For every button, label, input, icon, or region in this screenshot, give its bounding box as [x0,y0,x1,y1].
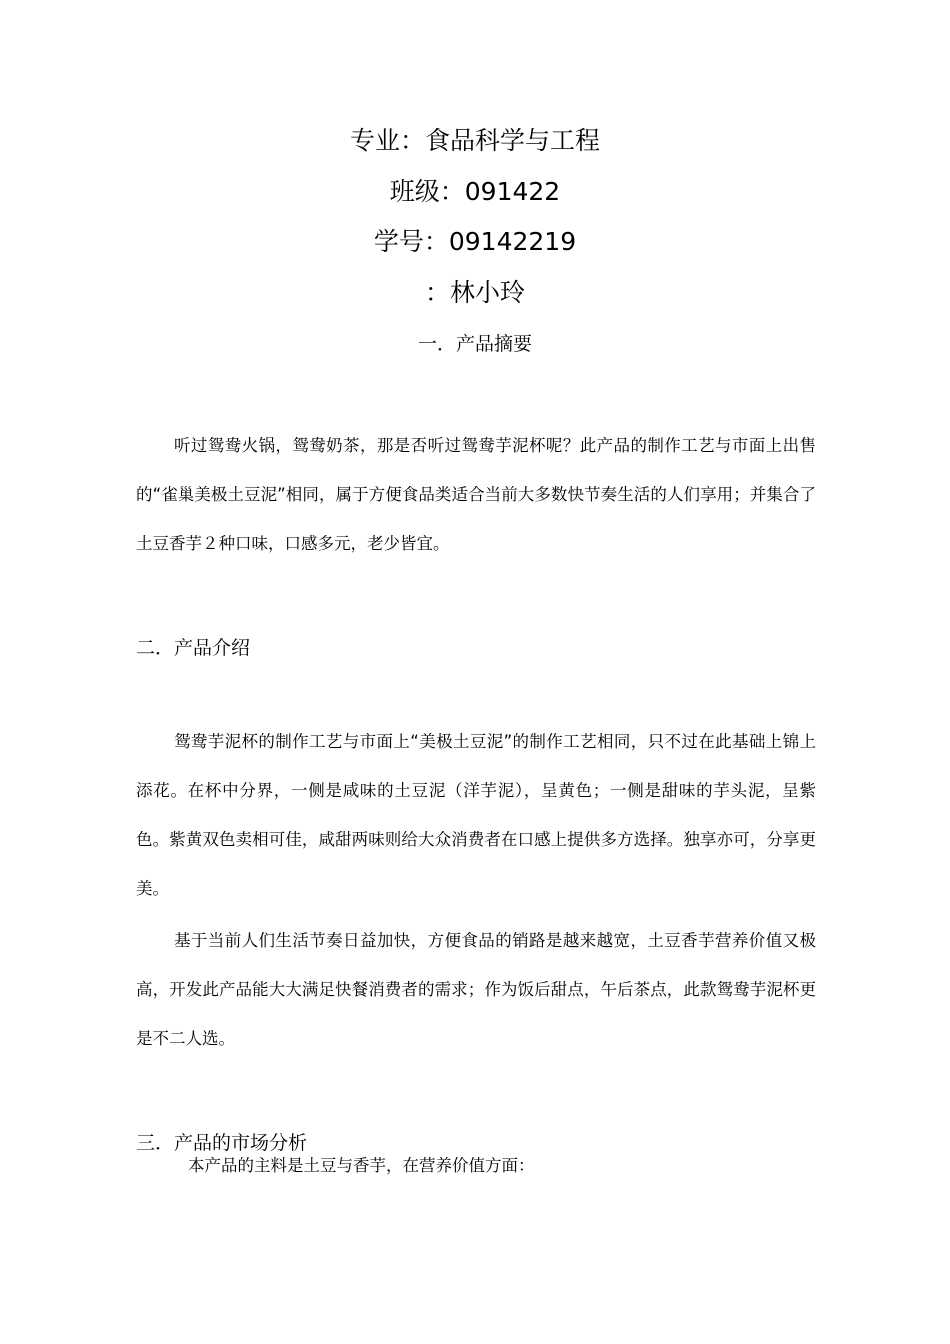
section-3-title: 三．产品的市场分析 [136,1132,308,1154]
section-2-paragraph-2: 基于当前人们生活节奏日益加快，方便食品的销路是越来越宽，土豆香芋营养价值又极高，开发此产品能大大满足快餐消费者的需求；作为饭后甜点，午后茶点，此款鸳鸯芋泥杯更是不二人选。 [136,931,816,1048]
student-id-line: 学号：09142219 [373,227,577,256]
section-1-body: 听过鸳鸯火锅，鸳鸯奶茶，那是否听过鸳鸯芋泥杯呢？此产品的制作工艺与市面上出售的“雀巢美极土豆泥”相同，属于方便食品类适合当前大多数快节奏生活的人们享用；并集合了土豆香芋２种口味，口感多元，老少皆宜。 [136,436,816,553]
class-line: 班级：091422 [389,177,561,206]
section-1-title: 一．产品摘要 [417,333,532,355]
section-2-paragraph-1: 鸳鸯芋泥杯的制作工艺与市面上“美极土豆泥”的制作工艺相同，只不过在此基础上锦上添花。在杯中分界，一侧是咸味的土豆泥（洋芋泥），呈黄色；一侧是甜味的芋头泥，呈紫色。紫黄双色卖相可佳，咸甜两味则给大众消费者在口感上提供多方选择。独享亦可，分享更美。 [136,732,816,898]
major-line: 专业：食品科学与工程 [349,126,600,155]
name-line: ：林小玲 [424,278,525,307]
section-3-body: 本产品的主料是土豆与香芋，在营养价值方面： [188,1156,535,1175]
section-2-title: 二．产品介绍 [136,637,251,659]
